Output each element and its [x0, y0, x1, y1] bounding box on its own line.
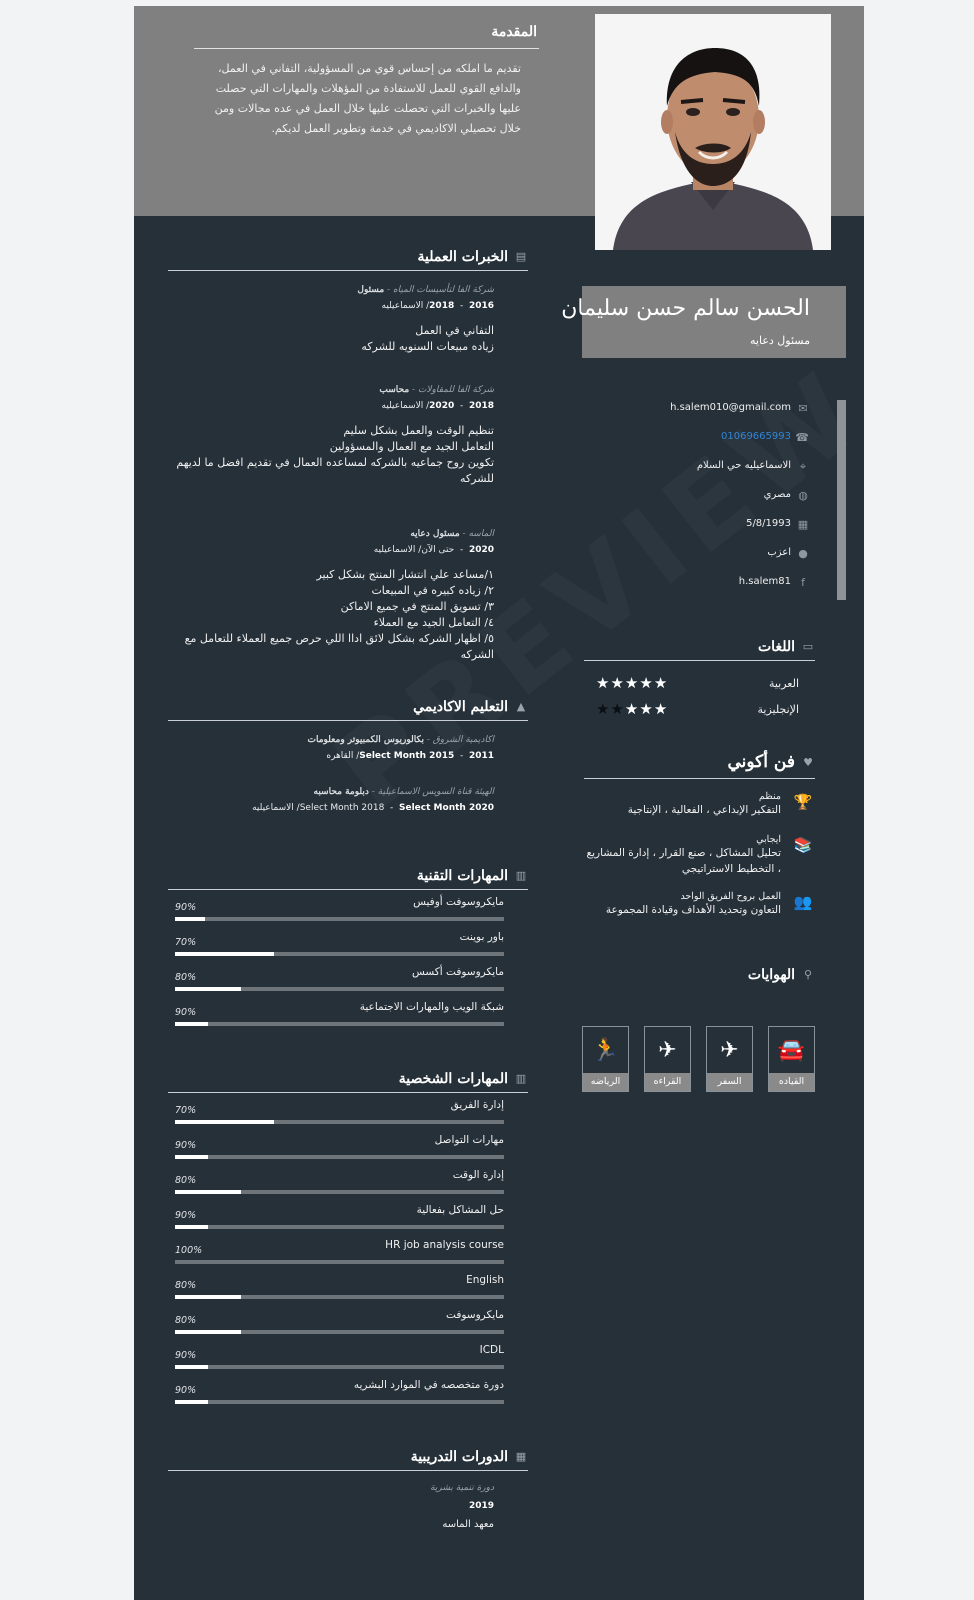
education-entry: [168, 735, 528, 761]
contact-marital-text: اعزب: [767, 547, 791, 558]
hobby-label: القراءه: [645, 1073, 690, 1091]
globe-icon: ◍: [798, 489, 808, 502]
language-name: الإنجليزية: [757, 703, 799, 716]
star-filled-icon: ★: [624, 674, 640, 692]
contact-address: [584, 459, 815, 488]
skill-name: إدارة الوقت: [452, 1169, 504, 1181]
contact-address-text: الاسماعيليه حي السلام: [696, 460, 791, 471]
contact-birthdate: [584, 517, 815, 546]
calendar-icon: ▦: [797, 518, 809, 531]
experience-section: [168, 244, 528, 663]
job-dates: 2020 - حتى الآن/ الاسماعيليه: [373, 545, 494, 555]
skill-row: [168, 960, 528, 995]
personal-skills-section: [168, 1066, 528, 1408]
job-entry: [168, 385, 528, 487]
language-rating-stars: [596, 700, 668, 718]
skill-bar-fill: [175, 952, 274, 956]
skill-bar: [175, 1190, 504, 1194]
phone-icon: ☎: [795, 431, 809, 444]
location-icon: ⌖: [799, 460, 807, 473]
intro-divider: [194, 48, 539, 49]
hobby-tile: [582, 1026, 629, 1092]
skill-name: شبكة الويب والمهارات الاجتماعية: [359, 1001, 504, 1013]
skill-row: [168, 1268, 528, 1303]
building-icon: ▤: [515, 249, 527, 263]
languages-title: اللغات: [758, 639, 795, 655]
skill-name: دورة متخصصه في الموارد البشريه: [353, 1379, 504, 1391]
language-rating-stars: [596, 674, 668, 692]
strength-title: ايجابي: [756, 834, 781, 845]
hobby-tile: [706, 1026, 753, 1092]
contact-email[interactable]: [584, 401, 815, 430]
contact-phone-text[interactable]: 01069665993: [721, 431, 791, 442]
bicycle-icon: ⚲: [803, 967, 813, 981]
intro-text: تقديم ما املكه من إحساس قوي من المسؤولية، التفاني في العمل، والدافع القوي للعمل للاستفادة من المؤهلات والمهارات التي حصلت عليها والخبرات التي تحصلت عليها خلال العمل في عده مجالات ومن خلال تحصيلي الاكاديمي في خدمة وتطوير العمل لديكم.: [214, 62, 521, 135]
job-company: شركة الفا للمقاولات - محاسب: [379, 385, 494, 395]
skill-row: [168, 1373, 528, 1408]
education-dates: Select Month 2018 - Select Month 2020/ الاسماعيليه: [252, 803, 494, 813]
contact-nationality-text: مصري: [763, 489, 791, 500]
speech-bubble-icon: ▭: [802, 639, 814, 653]
skill-percent: 90%: [175, 1350, 197, 1361]
skill-bar: [175, 1225, 504, 1229]
skill-name: English: [466, 1274, 504, 1286]
skill-bar: [175, 952, 504, 956]
skill-row: [168, 1233, 528, 1268]
courses-section: [168, 1444, 528, 1530]
education-dates: 2011 - Select Month 2015/ القاهره: [326, 751, 494, 761]
skill-bar-fill: [175, 1155, 208, 1159]
language-arabic: [584, 673, 815, 699]
course-entry: [168, 1483, 528, 1530]
strength-title: منظم: [758, 791, 781, 802]
skill-percent: 90%: [175, 1385, 197, 1396]
skill-name: HR job analysis course: [385, 1239, 504, 1251]
skill-bar: [175, 917, 504, 921]
full-name: الحسن سالم حسن سليمان: [561, 296, 810, 321]
hobby-tile: [768, 1026, 815, 1092]
intro-section: [194, 24, 539, 139]
personal-skills-list: [168, 1093, 528, 1408]
envelope-icon: ✉: [798, 402, 808, 415]
job-description: ١/مساعد علي انتشار المنتج بشكل كبير ٢/ زياده كبيره في المبيعات ٣/ تسويق المنتج في جميع الاماكن ٤/ التعامل الجيد مع العملاء ٥/ اظهار الشركه بشكل لائق اداا اللي حرص جميع العملاء للتعامل مع الشركه: [184, 568, 494, 661]
star-empty-icon: ★: [610, 700, 625, 718]
star-filled-icon: ★: [624, 700, 640, 718]
chart-icon: ▥: [515, 868, 527, 882]
hobbies-grid: [582, 1026, 818, 1092]
strength-desc: تحليل المشاكل ، صنع القرار ، إدارة المشاريع ، التخطيط الاستراتيجي: [586, 847, 781, 875]
strength-title: العمل بروح الفريق الواحد: [680, 891, 781, 902]
experience-title: الخبرات العملية: [417, 249, 508, 265]
skill-row: [168, 1338, 528, 1373]
facebook-icon: f: [801, 576, 805, 589]
skill-bar-fill: [175, 987, 241, 991]
education-section: [168, 694, 528, 813]
contact-nationality: [584, 488, 815, 517]
language-name: العربية: [768, 677, 799, 690]
hobby-label: السفر: [707, 1073, 752, 1091]
strength-desc: التعاون وتحديد الأهداف وقيادة المجموعة: [605, 904, 781, 916]
courses-title: الدورات التدريبية: [410, 1449, 508, 1465]
contact-email-text: h.salem010@gmail.com: [670, 402, 791, 413]
education-title: التعليم الاكاديمي: [413, 699, 508, 715]
skill-bar: [175, 1120, 504, 1124]
education-header: [168, 694, 528, 721]
job-title: مسئول دعايه: [750, 334, 810, 347]
job-dates: 2018 - 2020/ الاسماعيليه: [381, 401, 494, 411]
tech-skills-list: [168, 890, 528, 1030]
course-org: معهد الماسه: [442, 1519, 494, 1530]
grid-icon: ▦: [515, 1449, 527, 1463]
education-school: اكاديمية الشروق - بكالوريوس الكمبيوتر ومعلومات: [307, 735, 494, 745]
skill-row: [168, 925, 528, 960]
star-empty-icon: ★: [596, 700, 611, 718]
contact-phone[interactable]: [584, 430, 815, 459]
job-description: تنظيم الوقت والعمل بشكل سليم التعامل الجيد مع العمال والمسؤولين تكوين روح جماعيه بالشركه لمساعده العمال في تقديم افضل ما لديهم للشركه: [176, 424, 494, 485]
course-year: 2019: [468, 1501, 494, 1511]
skill-bar-fill: [175, 1190, 241, 1194]
skill-bar-fill: [175, 1225, 208, 1229]
hobby-label: القياده: [769, 1073, 814, 1091]
course-title: دورة تنمية بشرية: [430, 1483, 494, 1493]
skill-bar-fill: [175, 1022, 208, 1026]
skill-percent: 90%: [175, 1007, 197, 1018]
hobbies-header: [584, 962, 815, 988]
skill-bar: [175, 1295, 504, 1299]
personal-skills-header: [168, 1066, 528, 1093]
skill-percent: 70%: [175, 937, 197, 948]
star-filled-icon: ★: [596, 674, 611, 692]
tech-skills-title: المهارات التقنية: [416, 868, 508, 884]
languages-header: [584, 634, 815, 661]
cv-page: [134, 6, 864, 1600]
books-icon: 📚: [793, 836, 813, 854]
skill-bar-fill: [175, 1120, 274, 1124]
chart-icon: ▥: [515, 1071, 527, 1085]
skill-row: [168, 1198, 528, 1233]
job-company: شركة الفا لتأسيسات المياه - مسئول: [357, 285, 494, 295]
star-filled-icon: ★: [653, 674, 669, 692]
hobbies-title: الهوايات: [747, 967, 795, 983]
name-box: [561, 286, 846, 358]
skill-percent: 100%: [175, 1245, 203, 1256]
star-filled-icon: ★: [653, 700, 669, 718]
skill-row: [168, 1093, 528, 1128]
star-filled-icon: ★: [610, 674, 625, 692]
scrollbar-thumb[interactable]: [837, 400, 846, 600]
skill-bar-fill: [175, 1330, 241, 1334]
skill-bar-fill: [175, 1400, 208, 1404]
skill-bar: [175, 987, 504, 991]
contact-facebook[interactable]: [584, 575, 815, 604]
skill-percent: 80%: [175, 972, 197, 983]
job-description: التفاني في العمل زياده مبيعات السنويه للشركه: [361, 324, 494, 353]
skill-bar: [175, 1022, 504, 1026]
skill-row: [168, 1303, 528, 1338]
trophy-icon: 🏆: [793, 793, 813, 811]
education-school: الهيئة قناة السويس الاسماعيلية - دبلومة محاسبه: [313, 787, 494, 797]
hobby-tile: [644, 1026, 691, 1092]
skill-percent: 90%: [175, 1140, 197, 1151]
skill-row: [168, 995, 528, 1030]
courses-header: [168, 1444, 528, 1471]
contact-marital: [584, 546, 815, 575]
strength-item: [584, 834, 815, 877]
skill-percent: 80%: [175, 1175, 197, 1186]
star-filled-icon: ★: [639, 700, 654, 718]
star-filled-icon: ★: [639, 674, 654, 692]
skill-name: إدارة الفريق: [450, 1099, 504, 1111]
team-icon: 👥: [793, 893, 813, 911]
skill-name: مايكروسوفت أكسس: [412, 966, 504, 978]
strength-item: [584, 791, 815, 818]
plane-icon: ✈: [658, 1038, 677, 1063]
skill-bar: [175, 1260, 504, 1264]
running-icon: 🏃: [591, 1038, 620, 1063]
skill-bar: [175, 1400, 504, 1404]
hobbies-section: [584, 962, 815, 988]
job-company: الماسه - مسئول دعايه: [410, 529, 494, 539]
heart-icon: ♥: [803, 755, 813, 769]
user-icon: ●: [798, 547, 808, 560]
skill-percent: 80%: [175, 1315, 197, 1326]
skill-bar-fill: [175, 1295, 241, 1299]
skill-bar: [175, 1155, 504, 1159]
skill-name: ICDL: [479, 1344, 504, 1356]
skill-percent: 80%: [175, 1280, 197, 1291]
skill-name: مهارات التواصل: [434, 1134, 504, 1146]
skill-row: [168, 1163, 528, 1198]
strength-item: [584, 891, 815, 918]
skill-row: [168, 1128, 528, 1163]
skill-name: باور بوينت: [459, 931, 504, 943]
intro-title: المقدمة: [491, 24, 537, 40]
tech-skills-section: [168, 863, 528, 1030]
skill-name: مايكروسوفت أوفيس: [413, 896, 504, 908]
skill-bar: [175, 1330, 504, 1334]
skill-row: [168, 890, 528, 925]
personal-skills-title: المهارات الشخصية: [398, 1071, 508, 1087]
tech-skills-header: [168, 863, 528, 890]
strengths-section: [584, 746, 815, 918]
strength-desc: التفكير الإبداعي ، الفعالية ، الإنتاجية: [627, 804, 781, 816]
job-entry: [168, 285, 528, 355]
skill-percent: 90%: [175, 902, 197, 913]
graduation-cap-icon: ▲: [516, 699, 526, 713]
plane-icon: ✈: [720, 1038, 739, 1063]
strengths-header: [584, 746, 815, 779]
contact-birthdate-text: 5/8/1993: [746, 518, 791, 529]
contact-facebook-text: h.salem81: [738, 576, 791, 587]
education-entry: [168, 787, 528, 813]
strengths-title: فن أكوني: [727, 752, 795, 772]
language-english: [584, 699, 815, 725]
contact-list: [584, 401, 815, 604]
profile-photo-image: [595, 14, 831, 250]
job-entry: [168, 529, 528, 663]
profile-photo: [595, 14, 831, 250]
job-dates: 2016 - 2018/ الاسماعيليه: [381, 301, 494, 311]
skill-bar: [175, 1365, 504, 1369]
skill-percent: 70%: [175, 1105, 197, 1116]
skill-percent: 90%: [175, 1210, 197, 1221]
skill-bar-fill: [175, 1365, 208, 1369]
hobby-label: الرياضه: [583, 1073, 628, 1091]
skill-bar-fill: [175, 917, 205, 921]
experience-header: [168, 244, 528, 271]
skill-name: حل المشاكل بفعالية: [416, 1204, 504, 1216]
skill-name: مايكروسوفت: [446, 1309, 504, 1321]
car-icon: 🚘: [777, 1038, 806, 1063]
languages-section: [584, 634, 815, 725]
